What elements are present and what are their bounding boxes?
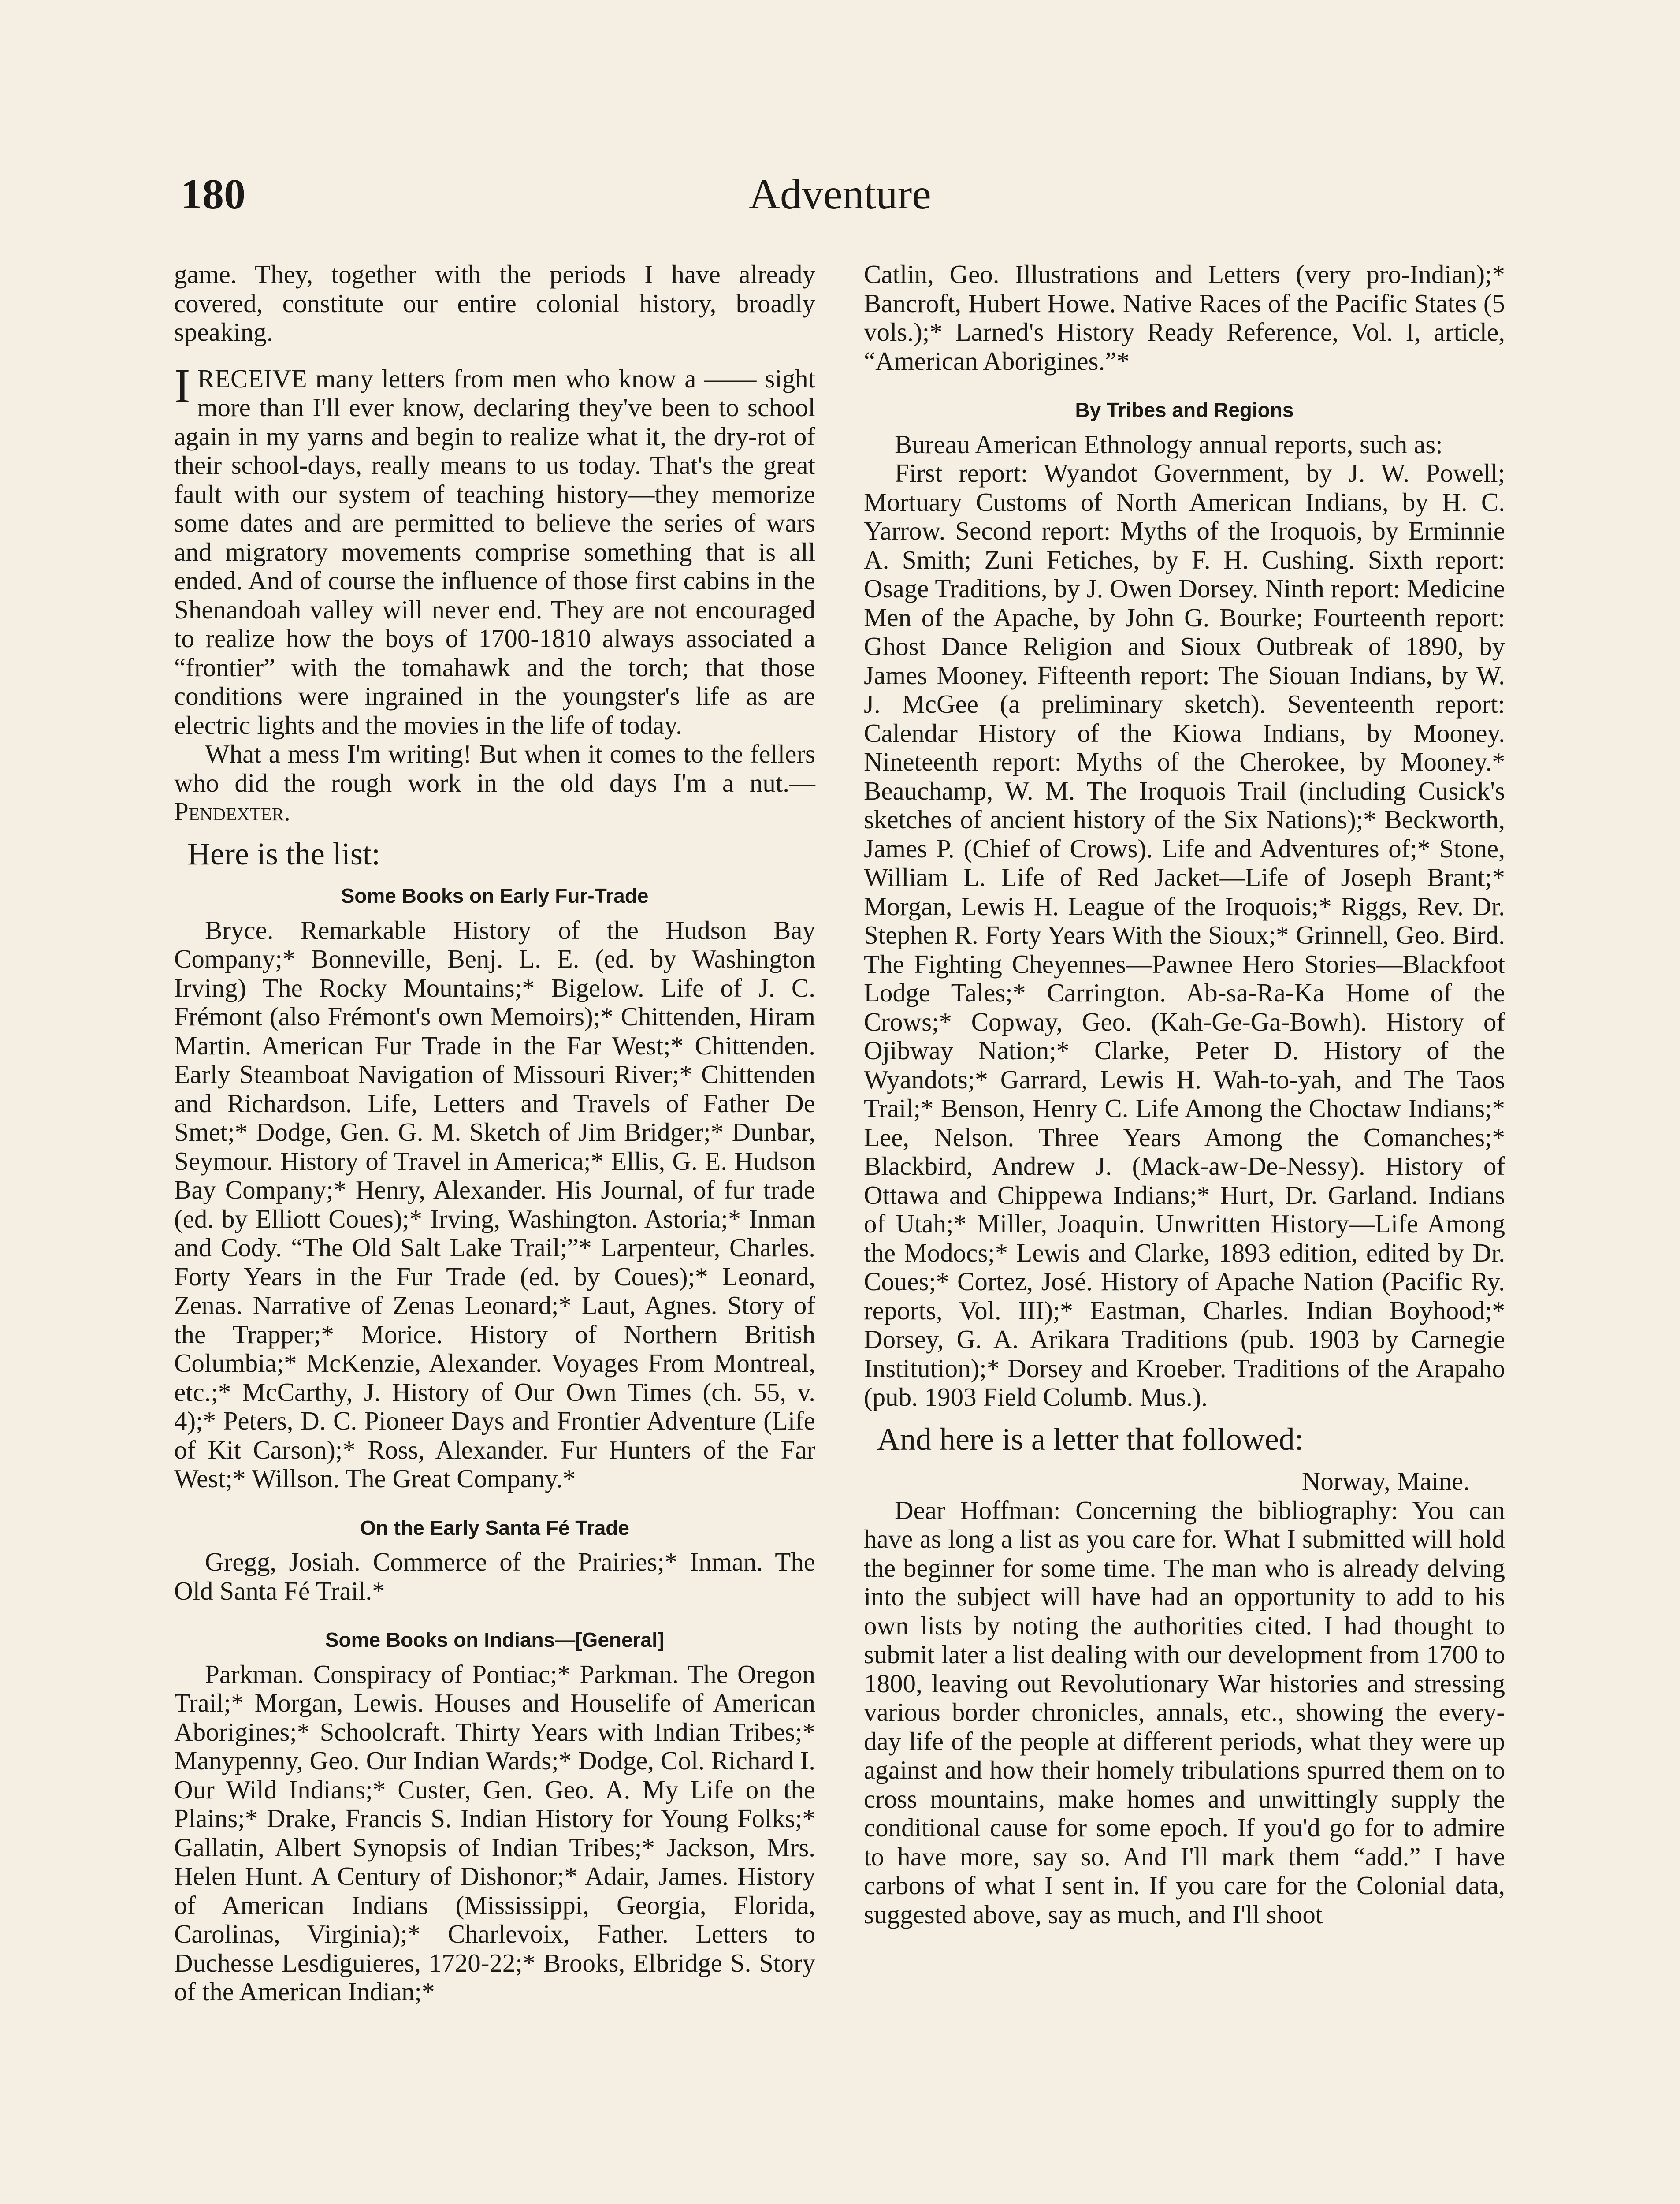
- letter-location: Norway, Maine.: [1301, 1467, 1470, 1496]
- continued-list: Catlin, Geo. Illustrations and Letters (very pro-Indian);* Bancroft, Hubert Howe. Native Races of the Pacific States (5 vols.);* Larned's History Ready Reference, Vol. I, article, “American Aborigines.”*: [864, 260, 1505, 376]
- paragraph-mess: [174, 740, 815, 826]
- list-heading: Here is the list:: [187, 836, 380, 871]
- page-number: 180: [181, 171, 245, 218]
- running-title: Adventure: [749, 171, 931, 218]
- signoff: Pendexter.: [174, 797, 290, 826]
- fur-trade-heading: Some Books on Early Fur-Trade: [341, 884, 649, 907]
- indians-general-heading: Some Books on Indians—[General]: [325, 1628, 665, 1651]
- letter-heading: And here is a letter that followed:: [877, 1421, 1304, 1457]
- paragraph-letters: [174, 358, 815, 740]
- left-column: [174, 260, 815, 2007]
- fur-trade-list: Bryce. Remarkable History of the Hudson Bay Company;* Bonneville, Benj. L. E. (ed. by Washington Irving) The Rocky Mountains;* Bigelow. Life of J. C. Frémont (also Frémont's own Memoirs);* Chittenden, Hiram Martin. American Fur Trade in the Far West;* Chittenden. Early Steamboat Navigation of Missouri River;* Chittenden and Richardson. Life, Letters and Travels of Father De Smet;* Dodge, Gen. G. M. Sketch of Jim Bridger;* Dunbar, Seymour. History of Travel in America;* Ellis, G. E. Hudson Bay Company;* Henry, Alexander. His Journal, of fur trade (ed. by Elliott Coues);* Irving, Washington. Astoria;* Inman and Cody. “The Old Salt Lake Trail;”* Larpenteur, Charles. Forty Years in the Fur Trade (ed. by Coues);* Leonard, Zenas. Narrative of Zenas Leonard;* Laut, Agnes. Story of the Trapper;* Morice. History of Northern British Columbia;* McKenzie, Alexander. Voyages From Montreal, etc.;* McCarthy, J. History of Our Own Times (ch. 55, v. 4);* Peters, D. C. Pioneer Days and Frontier Adventure (Life of Kit Carson);* Ross, Alexander. Fur Hunters of the Far West;* Willson. The Great Company.*: [174, 915, 815, 1493]
- indians-general-list: Parkman. Conspiracy of Pontiac;* Parkman. The Oregon Trail;* Morgan, Lewis. Houses and Houselife of American Aborigines;* Schoolcraft. Thirty Years with Indian Tribes;* Manypenny, Geo. Our Indian Wards;* Dodge, Col. Richard I. Our Wild Indians;* Custer, Gen. Geo. A. My Life on the Plains;* Drake, Francis S. Indian History for Young Folks;* Gallatin, Albert Synopsis of Indian Tribes;* Jackson, Mrs. Helen Hunt. A Century of Dishonor;* Adair, James. History of American Indians (Mississippi, Georgia, Florida, Carolinas, Virginia);* Charlevoix, Father. Letters to Duchesse Lesdiguieres, 1720-22;* Brooks, Elbridge S. Story of the American Indian;*: [174, 1659, 815, 2006]
- tribes-list: First report: Wyandot Government, by J. W. Powell; Mortuary Customs of North American Indians, by H. C. Yarrow. Second report: Myths of the Iroquois, by Erminnie A. Smith; Zuni Fetiches, by F. H. Cushing. Sixth report: Osage Traditions, by J. Owen Dorsey. Ninth report: Medicine Men of the Apache, by John G. Bourke; Fourteenth report: Ghost Dance Religion and Sioux Outbreak of 1890, by James Mooney. Fifteenth report: The Siouan Indians, by W. J. McGee (a preliminary sketch). Seventeenth report: Calendar History of the Kiowa Indians, by Mooney. Nineteenth report: Myths of the Cherokee, by Mooney.* Beauchamp, W. M. The Iroquois Trail (including Cusick's sketches of ancient history of the Six Nations);* Beckworth, James P. (Chief of Crows). Life and Adventures of;* Stone, William L. Life of Red Jacket—Life of Joseph Brant;* Morgan, Lewis H. League of the Iroquois;* Riggs, Rev. Dr. Stephen R. Forty Years With the Sioux;* Grinnell, Geo. Bird. The Fighting Cheyennes—Pawnee Hero Stories—Blackfoot Lodge Tales;* Carrington. Ab-sa-Ra-Ka Home of the Crows;* Copway, Geo. (Kah-Ge-Ga-Bowh). History of Ojibway Nation;* Clarke, Peter D. History of the Wyandots;* Garrard, Lewis H. Wah-to-yah, and The Taos Trail;* Benson, Henry C. Life Among the Choctaw Indians;* Lee, Nelson. Three Years Among the Comanches;* Blackbird, Andrew J. (Mack-aw-De-Nessy). History of Ottawa and Chippewa Indians;* Hurt, Dr. Garland. Indians of Utah;* Miller, Joaquin. Unwritten History—Life Among the Modocs;* Lewis and Clarke, 1893 edition, edited by Dr. Coues;* Cortez, José. History of Apache Nation (Pacific Ry. reports, Vol. III);* Eastman, Charles. Indian Boyhood;* Dorsey, G. A. Arikara Traditions (pub. 1903 by Carnegie Institution);* Dorsey and Kroeber. Traditions of the Arapaho (pub. 1903 Field Columb. Mus.).: [864, 458, 1505, 1411]
- paragraph-mess-text: What a mess I'm writing! But when it comes to the fellers who did the rough work in the old days I'm a nut.—: [174, 739, 815, 797]
- right-column: [864, 260, 1505, 1929]
- letter-body: Dear Hoffman: Concerning the bibliography: You can have as long a list as you care for. What I submitted will hold the beginner for some time. The man who is already delving into the subject will have had an opportunity to add to his own lists by noting the authorities cited. I had thought to submit later a list dealing with our development from 1700 to 1800, leaving out Revolutionary War histories and stressing various border chronicles, annals, etc., showing the every-day life of the people at different periods, what they were up against and how their homely tribulations spurred them on to cross mountains, make homes and unwittingly supply the conditional cause for some epoch. If you'd go for to admire to have more, say so. And I'll mark them “add.” I have carbons of what I sent in. If you care for the Colonial data, suggested above, say as much, and I'll shoot: [864, 1495, 1505, 1929]
- santa-fe-list: Gregg, Josiah. Commerce of the Prairies;* Inman. The Old Santa Fé Trail.*: [174, 1547, 815, 1605]
- drop-cap: I: [174, 358, 190, 413]
- paragraph-colonial-history: game. They, together with the periods I have already covered, constitute our entire colonial history, broadly speaking.: [174, 260, 815, 346]
- paragraph-letters-text: RECEIVE many letters from men who know a —— sight more than I'll ever know, declaring they've been to school again in my yarns and begin to realize what it, the dry-rot of their school-days, really means to us today. That's the great fault with our system of teaching history—they memorize some dates and are permitted to believe the series of wars and migratory movements comprise something that is all ended. And of course the influence of those first cabins in the Shenandoah valley will never end. They are not encouraged to realize how the boys of 1700-1810 always associated a “frontier” with the tomahawk and the torch; that those conditions were ingrained in the youngster's life as are electric lights and the movies in the life of today.: [174, 364, 815, 740]
- page-header: [0, 170, 1680, 236]
- santa-fe-heading: On the Early Santa Fé Trade: [360, 1516, 629, 1539]
- tribes-regions-heading: By Tribes and Regions: [1075, 398, 1294, 421]
- tribes-intro: Bureau American Ethnology annual reports, such as:: [895, 429, 1443, 459]
